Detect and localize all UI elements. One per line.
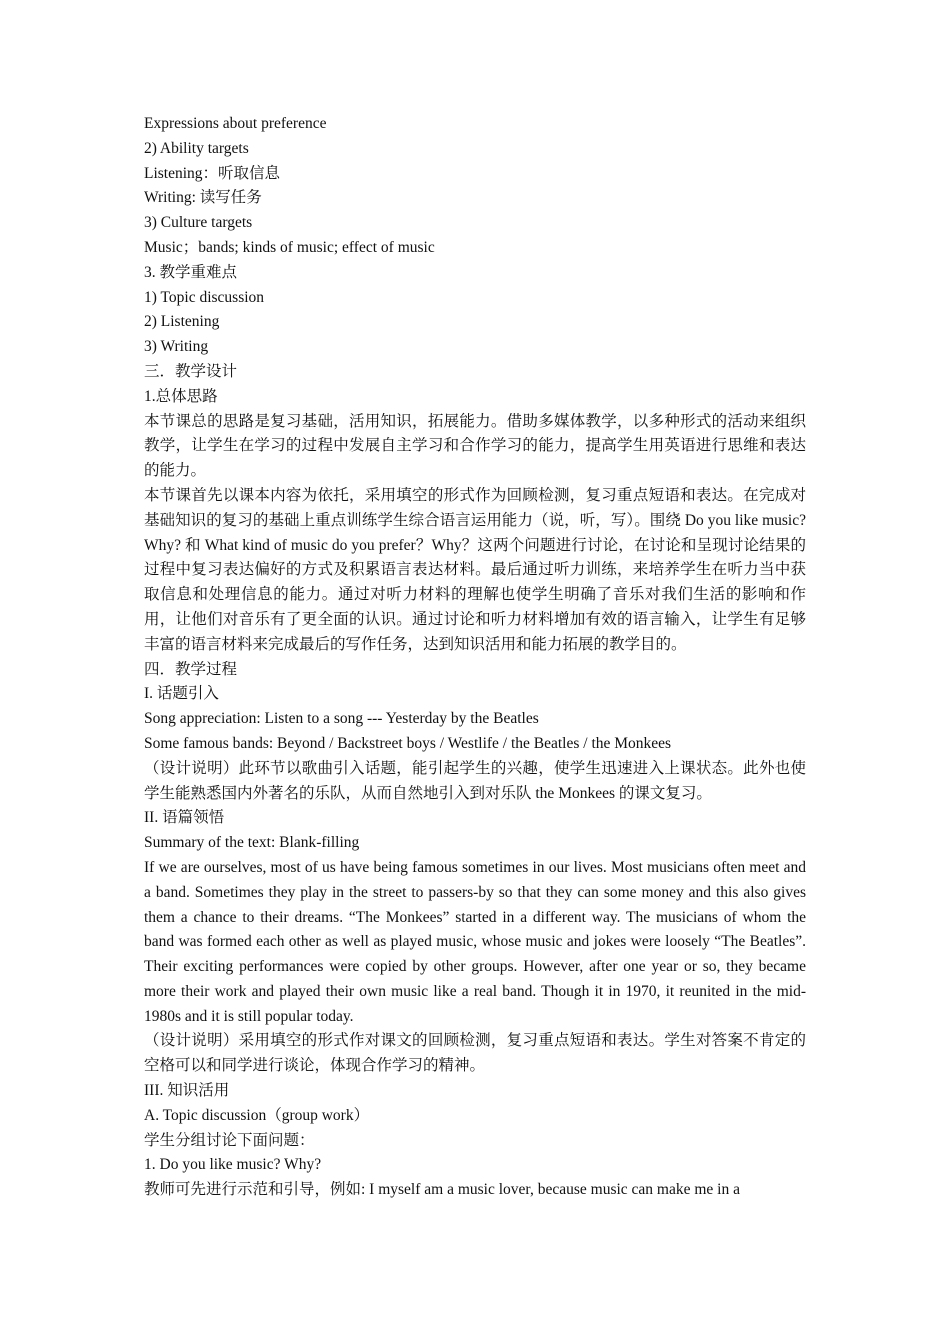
text-line: Some famous bands: Beyond / Backstreet boys / Westlife / the Beatles / the Monkees (144, 734, 672, 752)
section-heading: 3) Culture targets (144, 214, 253, 232)
list-item: 1) Topic discussion (144, 288, 265, 306)
paragraph-design-detail: 本节课首先以课本内容为依托，采用填空的形式作为回顾检测，复习重点短语和表达。在完成对基础知识的复习的基础上重点训练学生综合语言运用能力（说，听，写）。围绕 Do you like music? Why? 和 What kind of music do you prefer？Why？这两个问题进行讨论，在讨论和呈现讨论结果的过程中复习表达偏好的方式及积累语言表达材料。最后通过听力训练，来培养学生在听力当中获取信息和处理信息的能力。通过对听力材料的理解也使学生明确了音乐对我们生活的影响和作用，让他们对音乐有了更全面的认识。通过讨论和听力材料增加有效的语言输入，让学生有足够丰富的语言材料来完成最后的写作任务，达到知识活用和能力拓展的教学目的。 (144, 486, 806, 653)
text-line: A. Topic discussion（group work） (144, 1106, 370, 1124)
section-heading: 四．教学过程 (144, 660, 238, 678)
list-item: 3) Writing (144, 338, 209, 356)
section-heading: 3. 教学重难点 (144, 263, 238, 281)
text-line: Music；bands; kinds of music; effect of music (144, 238, 435, 256)
text-line: Summary of the text: Blank-filling (144, 834, 360, 852)
text-line: Song appreciation: Listen to a song --- Yesterday by the Beatles (144, 710, 539, 728)
section-heading: 三．教学设计 (144, 362, 238, 380)
section-heading: I. 话题引入 (144, 685, 219, 703)
list-item: 2) Listening (144, 313, 220, 331)
paragraph-blank-filling: If we are ourselves, most of us have being famous sometimes in our lives. Most musicians often meet and a band. Sometimes they play in the street to passers-by so that they can some money and this also gives them a chance to their dreams. “The Monkees” started in a different way. The musicians of whom the band was formed each other as well as played music, whose music and jokes were loosely “The Beatles”. Their exciting performances were copied by other groups. However, after one year or so, they became more their work and played their own music like a real band. Though it in 1970, it reunited in the mid-1980s and it is still popular today. (144, 858, 806, 1025)
section-heading: II. 语篇领悟 (144, 809, 225, 827)
list-item: 1. Do you like music? Why? (144, 1156, 322, 1174)
text-line: Expressions about preference (144, 115, 327, 132)
paragraph-teacher-example: 教师可先进行示范和引导，例如: I myself am a music lover, because music can make me in a (144, 1181, 740, 1199)
section-heading: III. 知识活用 (144, 1082, 230, 1100)
paragraph-design-note: （设计说明）此环节以歌曲引入话题，能引起学生的兴趣，使学生迅速进入上课状态。此外也使学生能熟悉国内外著名的乐队，从而自然地引入到对乐队 the Monkees 的课文复习。 (144, 759, 806, 802)
text-line: 学生分组讨论下面问题： (144, 1131, 315, 1149)
paragraph-design-note: （设计说明）采用填空的形式作对课文的回顾检测，复习重点短语和表达。学生对答案不肯定的空格可以和同学进行谈论，体现合作学习的精神。 (144, 1032, 806, 1075)
section-heading: 2) Ability targets (144, 139, 249, 157)
text-line: Writing: 读写任务 (144, 189, 262, 207)
text-line: Listening：听取信息 (144, 164, 281, 182)
paragraph-overall-idea: 本节课总的思路是复习基础，活用知识，拓展能力。借助多媒体教学，以多种形式的活动来组织教学，让学生在学习的过程中发展自主学习和合作学习的能力，提高学生用英语进行思维和表达的能力。 (144, 412, 806, 480)
document-page (144, 112, 806, 1203)
section-heading: 1.总体思路 (144, 387, 218, 405)
